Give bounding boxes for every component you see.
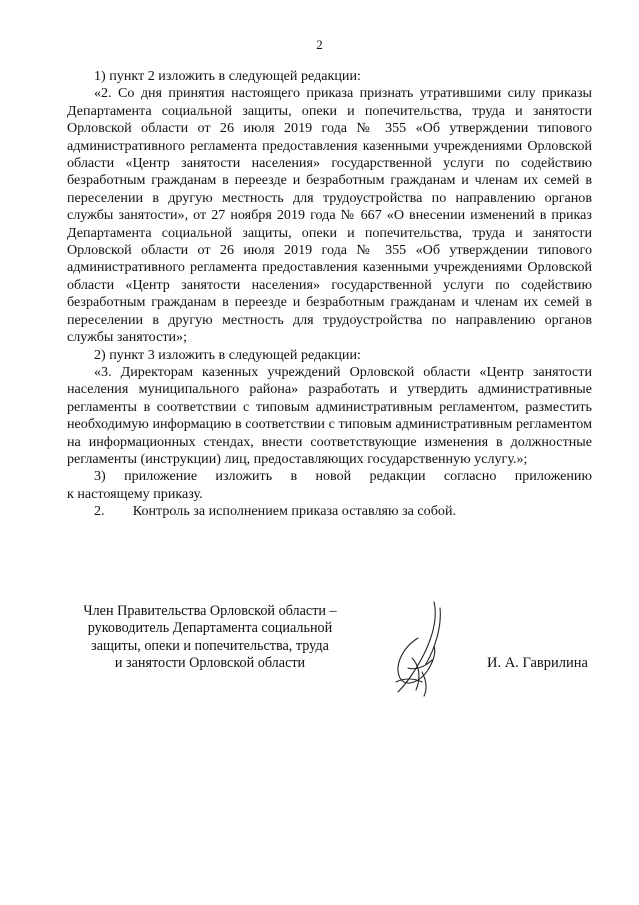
position-line: и занятости Орловской области: [114, 655, 306, 672]
position-line: Член Правительства Орловской области –: [83, 603, 337, 619]
handwritten-signature-icon: [388, 598, 454, 700]
position-line: руководитель Департамента социальной: [87, 620, 333, 637]
order-clause-2: 2. Контроль за исполнением приказа оставляю за собой.: [94, 503, 457, 520]
amended-clause-2: «2. Со дня принятия настоящего приказа признать утратившими силу приказы Департамента социальной защиты, опеки и попечительства, труда и занятости Орловской области от 26 июля 2019 года № 355 «Об утверждении типового административного регламента предоставления казенными учреждениями Орловской области «Центр занятости населения» государственной услуги по содействию безработным гражданам в переезде и безработным гражданам и членам их семей в переселении в другую местность для трудоустройства по направлению органов службы занятости», от 27 ноября 2019 года № 667 «О внесении изменений в приказ Департамента социальной защиты, опеки и попечительства, труда и занятости Орловской области от 26 июля 2019 года № 355 «Об утверждении типового административного регламента предоставления казенными учреждениями Орловской области «Центр занятости населения» государственной услуги по содействию безработным гражданам в переезде и безработным гражданам и членам их семей в переселении в другую местность для трудоустройства по направлению органов службы занятости»;: [67, 85, 592, 346]
amendment-item-3-continuation: к настоящему приказу.: [67, 485, 203, 502]
signatory-position: [40, 603, 380, 673]
amended-clause-3: «3. Директорам казенных учреждений Орловской области «Центр занятости населения муниципального района» разработать и утвердить административные регламенты в соответствии с типовым административным регламентом, разместить необходимую информацию в соответствии с типовым административным регламентом на информационных стендах, внести соответствующие изменения в должностные регламенты (инструкции) лиц, предоставляющих государственную услугу.»;: [67, 363, 592, 467]
amendment-item-3: 3) приложение изложить в новой редакции согласно приложению: [94, 468, 592, 485]
signatory-name: И. А. Гаврилина: [487, 655, 588, 671]
page-number: 2: [316, 37, 323, 52]
amendment-item-1: 1) пункт 2 изложить в следующей редакции:: [94, 68, 361, 84]
amendment-item-2: 2) пункт 3 изложить в следующей редакции:: [94, 346, 361, 363]
position-line: защиты, опеки и попечительства, труда: [91, 637, 329, 654]
order-text: [67, 68, 592, 521]
